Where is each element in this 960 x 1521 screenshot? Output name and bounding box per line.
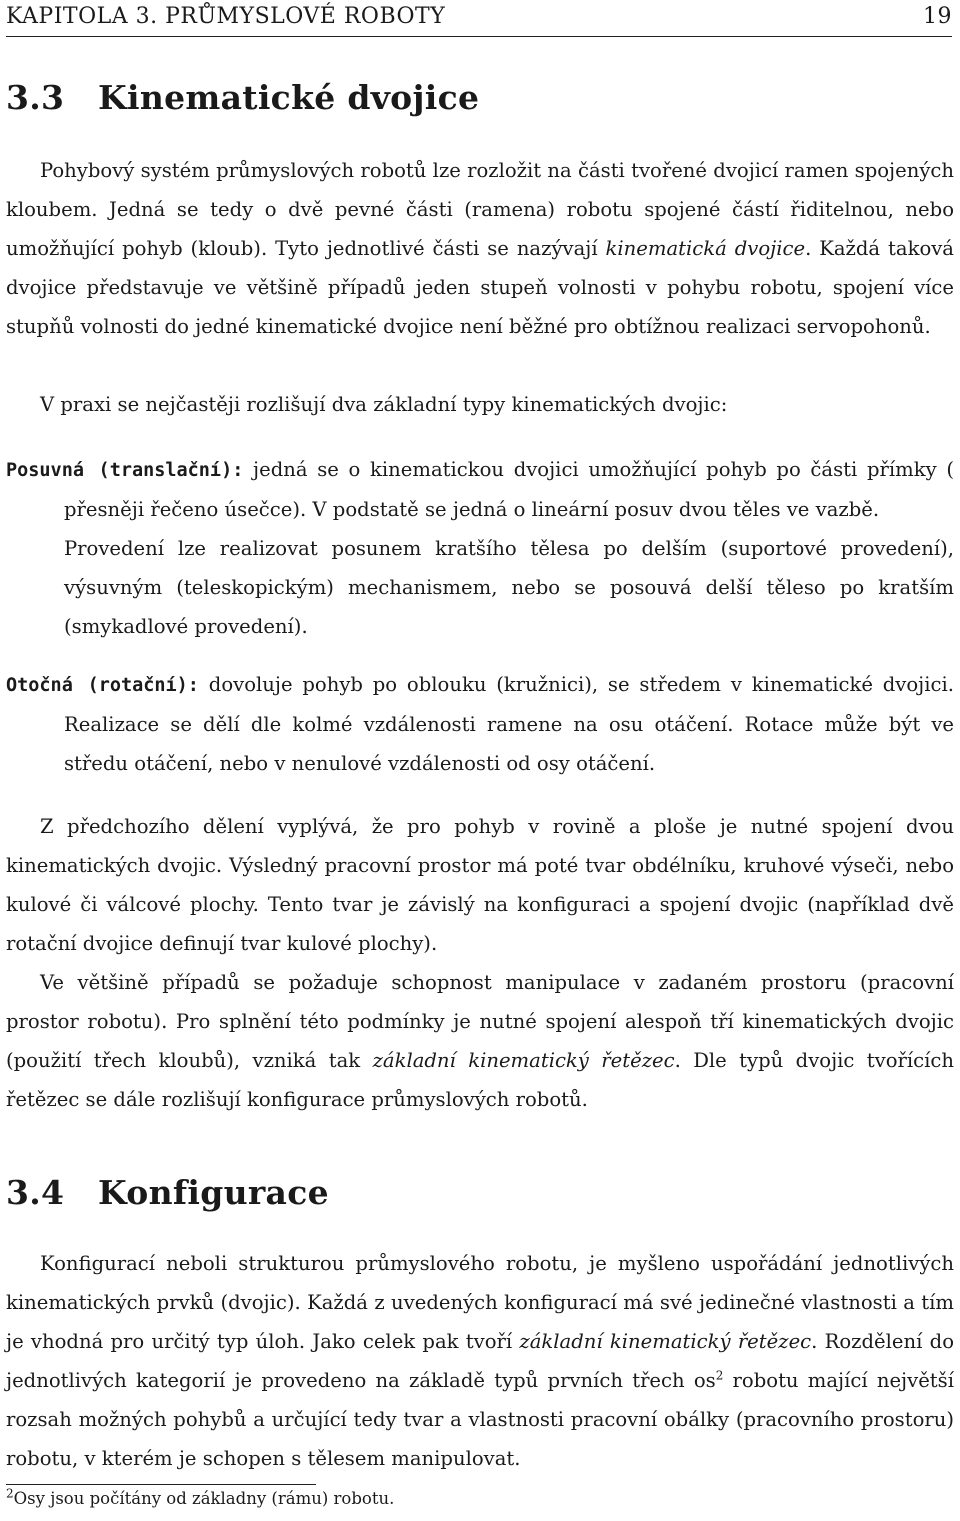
term-kinematic-pair: kinematická dvojice (605, 237, 806, 260)
section-heading-3-3 (6, 78, 479, 117)
paragraph-kinematic-pairs-intro: Pohybový systém průmyslových robotů lze rozložit na části tvořené dvojicí ramen spojených kloubem. Jedná se tedy o dvě pevné části (ramena) robotu spojené částí řiditelnou, nebo umožňující pohyb (kloub). Tyto jednotlivé části se nazývají kinematická dvojice. Každá taková dvojice představuje ve většině případů jeden stupeň volnosti v pohybu robotu, spojení více stupňů volnosti do jedné kinematické dvojice není běžné pro obtížnou realizaci servopohonů. (6, 159, 954, 338)
footnote-text: Osy jsou počítány od základny (rámu) robotu. (13, 1489, 395, 1508)
footnote-divider (6, 1484, 316, 1485)
paragraph-kinematic-chain: Ve většině případů se požaduje schopnost manipulace v zadaném prostoru (pracovní prostor robotu). Pro splnění této podmínky je nutné spojení alespoň tří kinematických dvojic (použití třech kloubů), vzniká tak základní kinematický řetězec. Dle typů dvojic tvořících řetězec se dále rozlišují konfigurace průmyslových robotů. (6, 971, 954, 1111)
paragraph-workspace-shape: Z předchozího dělení vyplývá, že pro pohyb v rovině a ploše je nutné spojení dvou kinematických dvojic. Výsledný pracovní prostor má poté tvar obdélníku, kruhové výseči, nebo kulové či válcové plochy. Tento tvar je závislý na konfiguraci a spojení dvojic (například dvě rotační dvojice definují tvar kulové plochy). (6, 815, 954, 955)
section-number: 3.4 (6, 1173, 65, 1212)
section-number: 3.3 (6, 78, 65, 117)
page-number: 19 (923, 4, 952, 29)
section-heading-3-4 (6, 1173, 329, 1212)
section-title: Konfigurace (98, 1173, 329, 1212)
section-title: Kinematické dvojice (98, 78, 480, 117)
list-item-rotational: Otočná (rotační): dovoluje pohyb po oblouku (kružnici), se středem v kinematické dvojici. Realizace se dělí dle kolmé vzdálenosti ramene na osu otáčení. Rotace může být ve středu otáčení, nebo v nenulové vzdálenosti od osy otáčení. (6, 673, 954, 775)
translational-detail: Provedení lze realizovat posunem kratšího tělesa po delším (suportové provedení), výsuvným (teleskopickým) mechanismem, nebo se posouvá delší těleso po kratším (smykadlové provedení). (64, 537, 954, 638)
term-basic-kinematic-chain: základní kinematický řetězec (519, 1330, 812, 1353)
term-kinematic-chain: základní kinematický řetězec (372, 1049, 675, 1072)
term-translational: Posuvná (translační): (6, 460, 244, 481)
chapter-title: KAPITOLA 3. PRŮMYSLOVÉ ROBOTY (6, 4, 446, 29)
term-rotational: Otočná (rotační): (6, 675, 199, 696)
paragraph-configuration: Konfigurací neboli strukturou průmyslového robotu, je myšleno uspořádání jednotlivých kinematických prvků (dvojic). Každá z uvedených konfigurací má své jedinečné vlastnosti a tím je vhodná pro určitý typ úloh. Jako celek pak tvoří základní kinematický řetězec. Rozdělení do jednotlivých kategorií je provedeno na základě typů prvních třech $os^2$ robotu mající největší rozsah možných pohybů a určující tedy tvar a vlastnosti pracovní obálky (pracovního prostoru) robotu, v kterém je schopen s tělesem manipulovat. (6, 1252, 954, 1470)
list-item-translational: Posuvná (translační): jedná se o kinematickou dvojici umožňující pohyb po části přímky ( přesněji řečeno úsečce). V podstatě se jedná o lineární posuv dvou těles ve vazbě. Provedení lze realizovat posunem kratšího tělesa po delším (suportové provedení), výsuvným (teleskopickým) mechanismem, nebo se posouvá delší těleso po kratším (smykadlové provedení). (6, 450, 954, 646)
footnote-mark: 2 (6, 1486, 14, 1501)
footnote-reference[interactable]: 2 (715, 1368, 724, 1383)
running-header (6, 2, 952, 37)
footnote (6, 1486, 395, 1508)
paragraph-types-intro: V praxi se nejčastěji rozlišují dva základní typy kinematických dvojic: (40, 393, 728, 416)
